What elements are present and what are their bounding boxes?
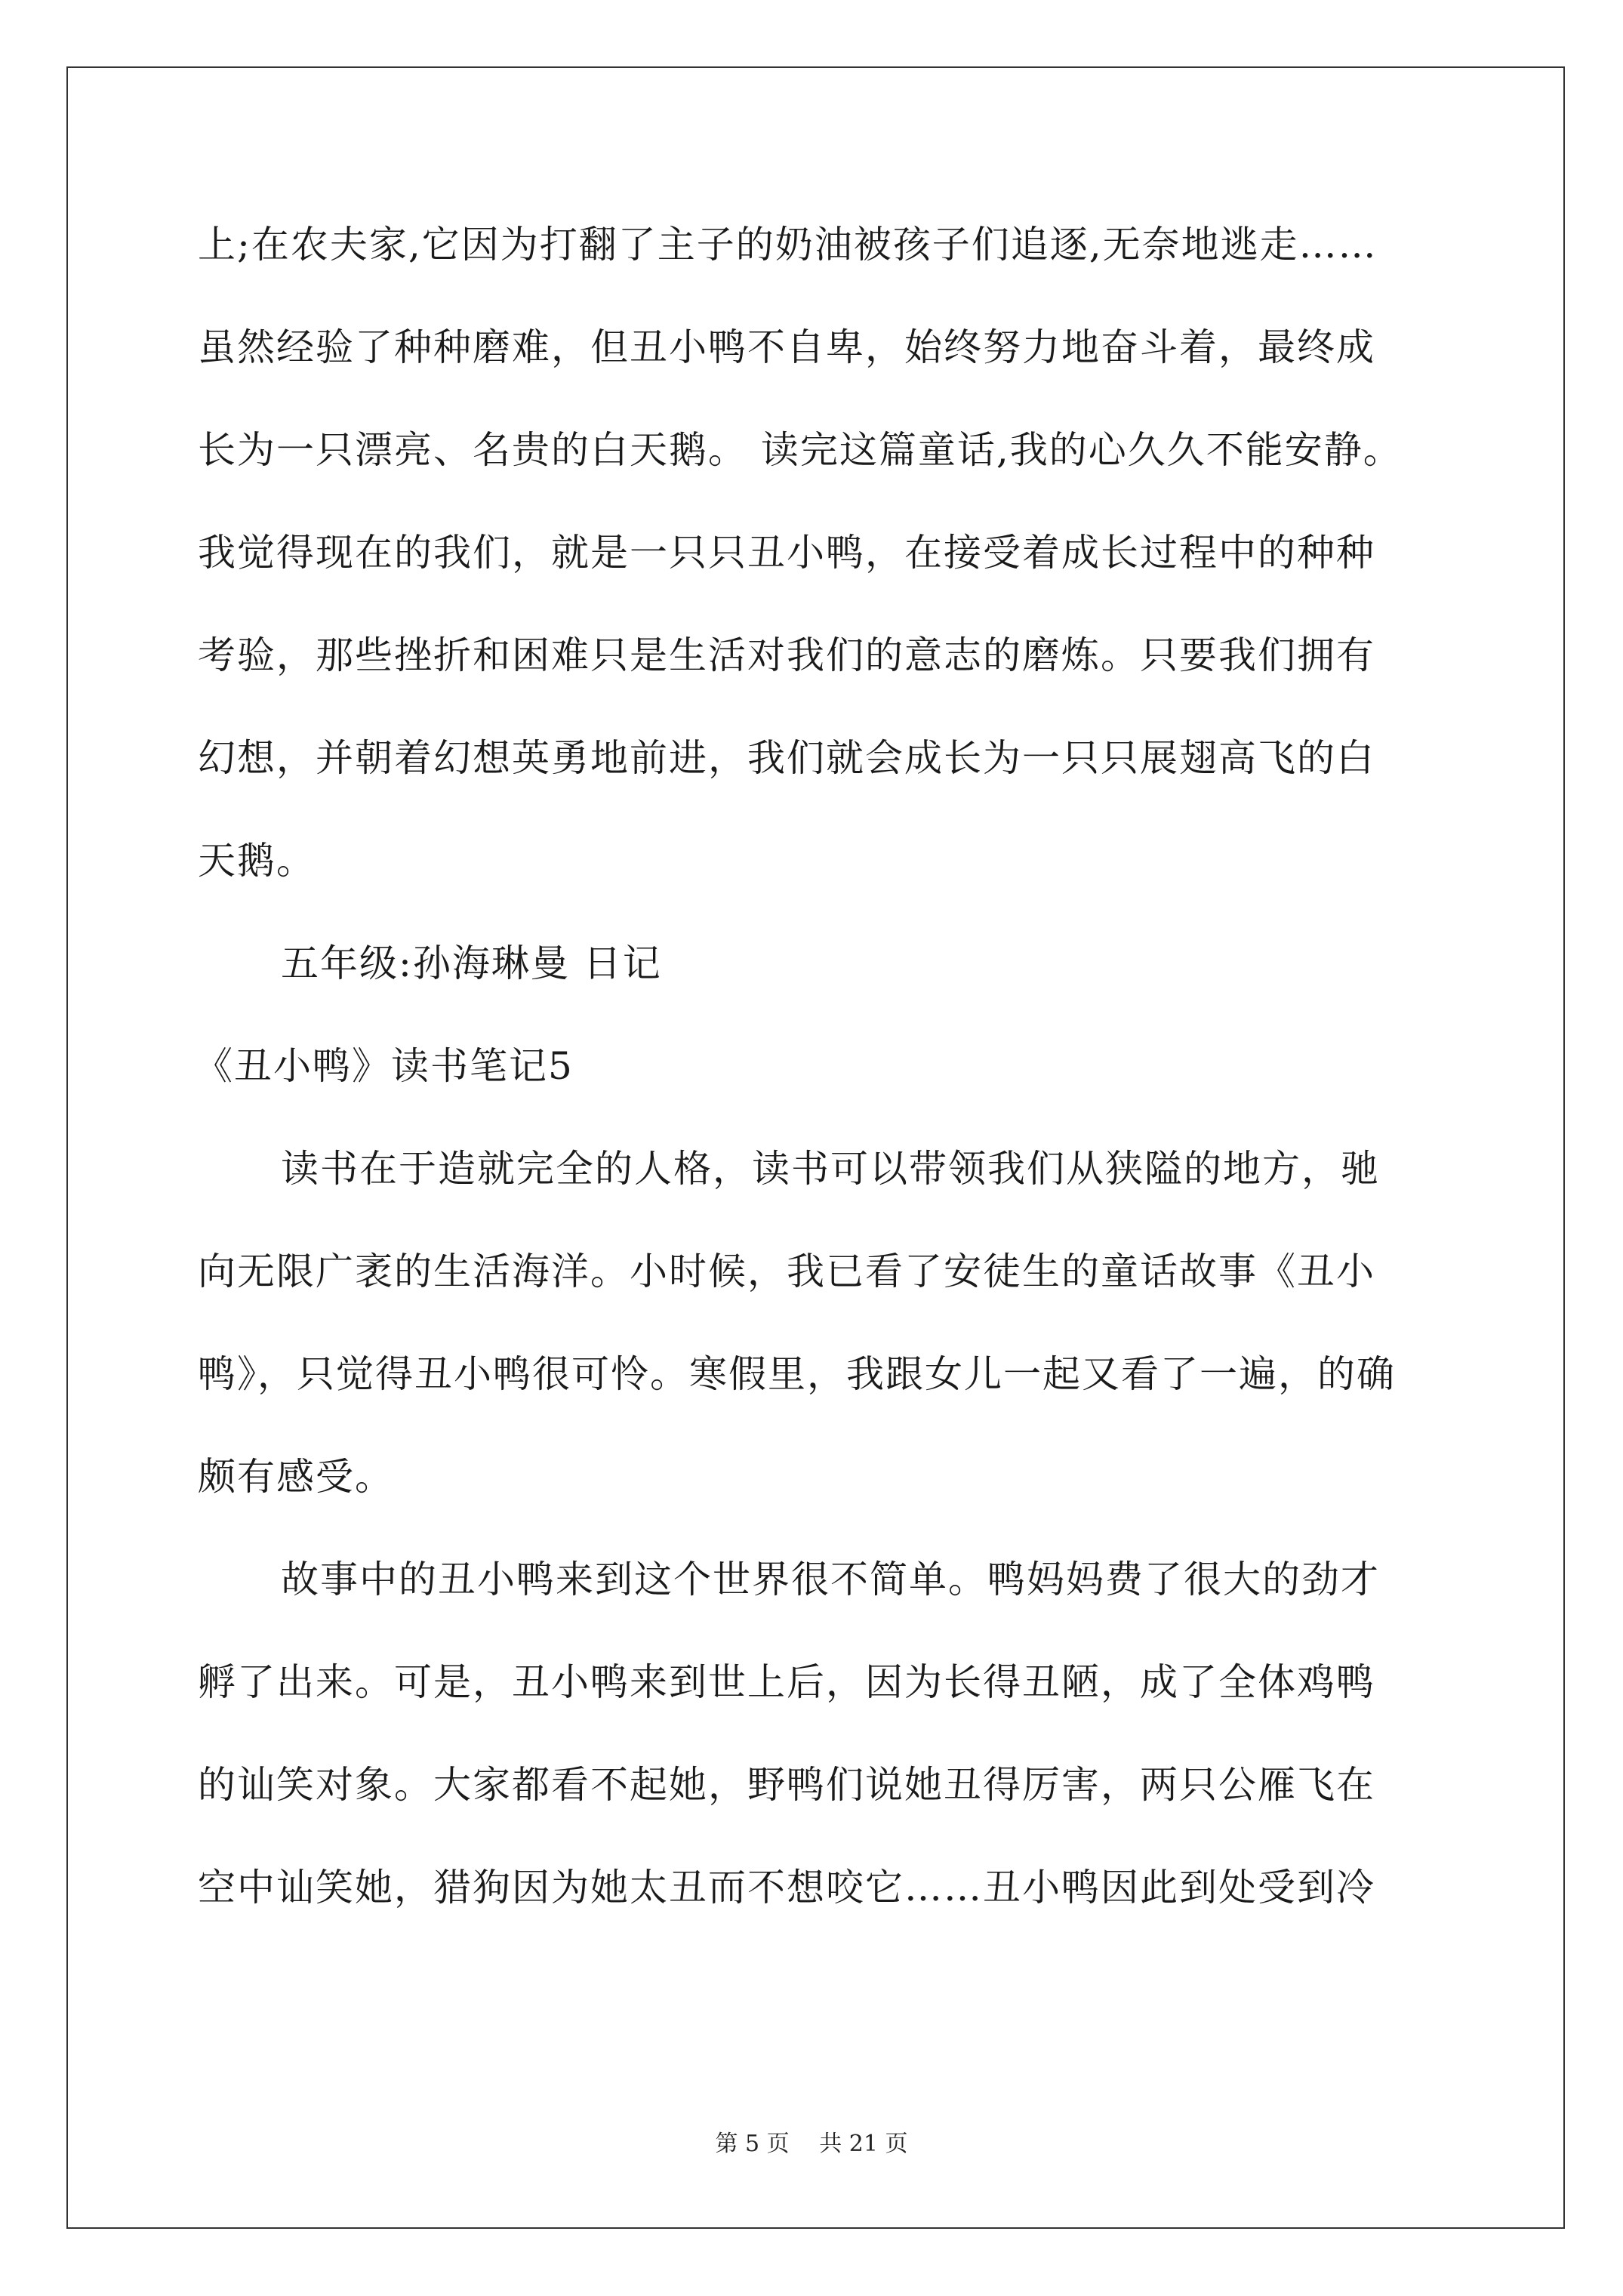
- text-line: 鸭》，只觉得丑小鸭很可怜。寒假里，我跟女儿一起又看了一遍，的确: [198, 1352, 1396, 1396]
- text-line: 虽然经验了种种磨难，但丑小鸭不自卑，始终努力地奋斗着，最终成: [198, 325, 1375, 369]
- text-line: 天鹅。: [198, 839, 316, 883]
- text-line: 颇有感受。: [198, 1455, 394, 1499]
- page-footer: [0, 2129, 1623, 2159]
- document-body: [195, 219, 1436, 1965]
- paragraph-start: 读书在于造就完全的人格，读书可以带领我们从狭隘的地方，驰: [281, 1147, 1380, 1191]
- text-line: 幻想，并朝着幻想英勇地前进，我们就会成长为一只只展翅高飞的白: [198, 736, 1375, 780]
- text-line: 长为一只漂亮、名贵的白天鹅。 读完这篇童话,我的心久久不能安静。: [198, 428, 1403, 472]
- text-line: 我觉得现在的我们，就是一只只丑小鸭，在接受着成长过程中的种种: [198, 531, 1375, 575]
- author-signature: 五年级:孙海琳曼 日记: [281, 942, 662, 985]
- text-line: 向无限广袤的生活海洋。小时候，我已看了安徒生的童话故事《丑小: [198, 1250, 1375, 1293]
- section-title: 《丑小鸭》读书笔记5: [195, 1044, 574, 1088]
- text-line: 空中讪笑她，猎狗因为她太丑而不想咬它……丑小鸭因此到处受到冷: [198, 1866, 1375, 1909]
- text-line: 考验，那些挫折和困难只是生活对我们的意志的磨炼。只要我们拥有: [198, 633, 1375, 677]
- page-number: 第 5 页 共 21 页: [715, 2131, 908, 2157]
- text-line: 的讪笑对象。大家都看不起她，野鸭们说她丑得厉害，两只公雁飞在: [198, 1763, 1375, 1807]
- paragraph-start: 故事中的丑小鸭来到这个世界很不简单。鸭妈妈费了很大的劲才: [281, 1558, 1380, 1601]
- text-line: 上;在农夫家,它因为打翻了主子的奶油被孩子们追逐,无奈地逃走……: [198, 223, 1378, 267]
- text-line: 孵了出来。可是，丑小鸭来到世上后，因为长得丑陋，成了全体鸡鸭: [198, 1660, 1375, 1704]
